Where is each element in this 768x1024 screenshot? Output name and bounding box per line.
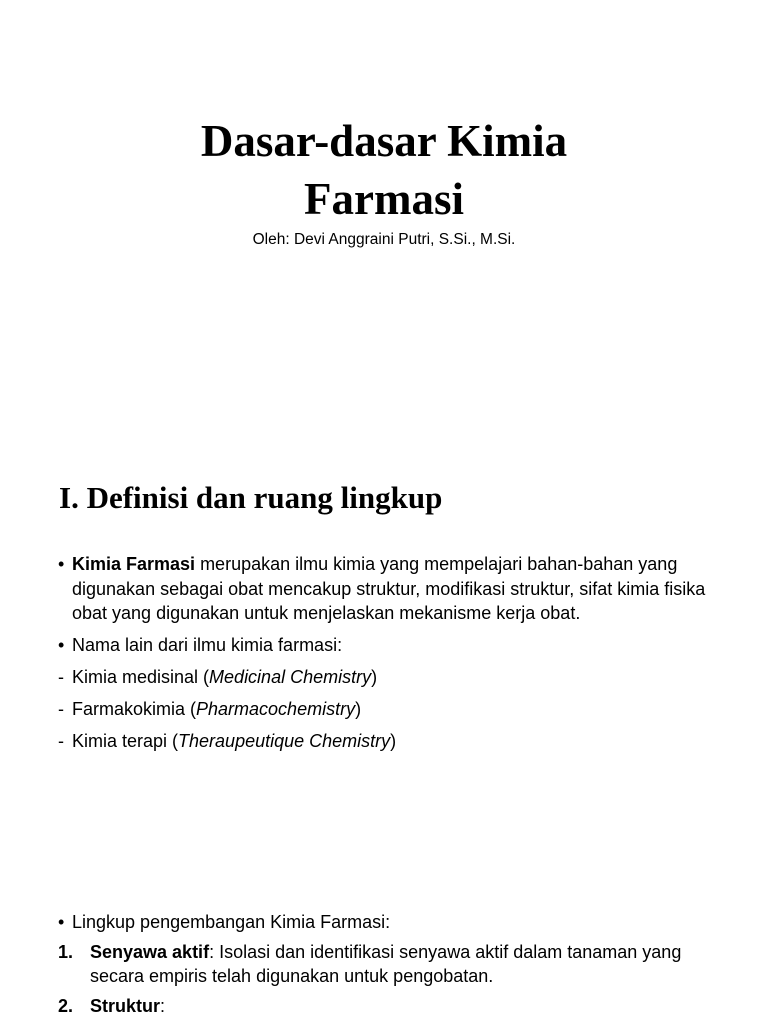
numbered-item bbox=[58, 940, 718, 989]
item-close: ) bbox=[355, 699, 362, 719]
definition-list bbox=[58, 552, 718, 761]
section-heading: I. Definisi dan ruang lingkup bbox=[59, 480, 443, 515]
slide-title bbox=[0, 112, 768, 228]
list-item bbox=[58, 552, 718, 626]
item-text: : Isolasi dan identifikasi senyawa aktif dalam tanaman yang secara empiris telah digunakan untuk pengobatan. bbox=[90, 941, 682, 986]
author-subtitle: Oleh: Devi Anggraini Putri, S.Si., M.Si. bbox=[252, 231, 516, 248]
item-italic: Pharmacochemistry bbox=[196, 699, 356, 719]
term-bold: Senyawa aktif bbox=[90, 941, 210, 962]
number-marker: 1. bbox=[58, 941, 74, 962]
definition-text: merupakan ilmu kimia yang mempelajari bahan-bahan yang digunakan sebagai obat mencakup struktur, modifikasi struktur, sifat kimia fisika obat yang digunakan untuk menjelaskan mekanisme kerja obat. bbox=[72, 554, 706, 623]
list-item bbox=[58, 729, 718, 754]
item-text: Kimia terapi ( bbox=[72, 731, 179, 751]
item-text: Farmakokimia ( bbox=[72, 699, 197, 719]
item-text: Kimia medisinal ( bbox=[72, 667, 210, 687]
item-close: ) bbox=[371, 667, 378, 687]
item-italic: Medicinal Chemistry bbox=[209, 667, 372, 687]
item-text: Lingkup pengembangan Kimia Farmasi: bbox=[72, 912, 391, 932]
list-item bbox=[58, 910, 718, 935]
scope-slide bbox=[0, 880, 768, 1024]
definition-slide bbox=[0, 440, 768, 880]
scope-list bbox=[58, 910, 718, 1023]
title-line-1: Dasar-dasar Kimia bbox=[200, 116, 568, 166]
title-slide bbox=[0, 0, 768, 400]
dash-marker: - bbox=[58, 699, 64, 719]
list-item bbox=[58, 697, 718, 722]
list-item bbox=[58, 633, 718, 658]
numbered-item bbox=[58, 994, 718, 1019]
dash-marker: - bbox=[58, 667, 64, 687]
item-text: : bbox=[160, 995, 166, 1016]
item-text: Nama lain dari ilmu kimia farmasi: bbox=[72, 635, 343, 655]
item-close: ) bbox=[390, 731, 397, 751]
dash-marker: - bbox=[58, 731, 64, 751]
title-line-2: Farmasi bbox=[304, 174, 464, 224]
number-marker: 2. bbox=[58, 995, 74, 1016]
term-bold: Struktur bbox=[90, 995, 161, 1016]
bullet-marker: • bbox=[58, 635, 65, 655]
bullet-marker: • bbox=[58, 912, 65, 932]
term-bold: Kimia Farmasi bbox=[72, 554, 196, 574]
bullet-marker: • bbox=[58, 554, 65, 574]
item-italic: Theraupeutique Chemistry bbox=[178, 731, 391, 751]
list-item bbox=[58, 665, 718, 690]
